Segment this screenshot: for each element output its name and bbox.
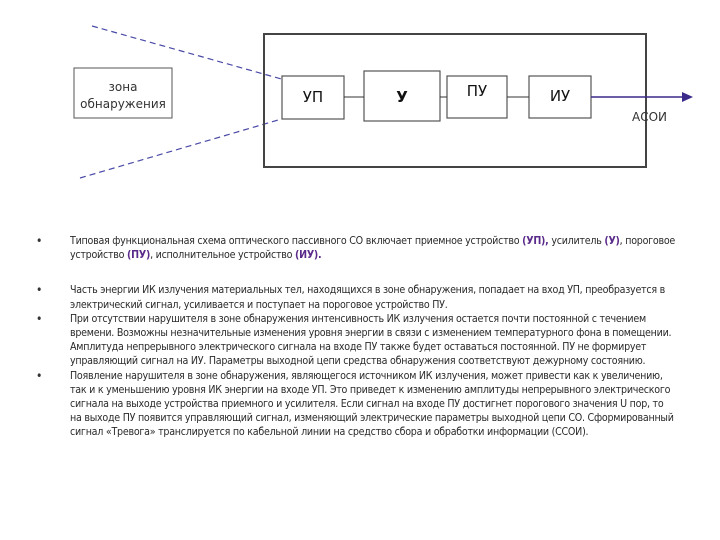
block-u-label: У [396, 88, 408, 106]
highlighted-term: (УП), [522, 235, 549, 247]
bullet-dot: • [36, 234, 43, 248]
output-arrow-head [682, 92, 693, 102]
text-run: , исполнительное устройство [150, 249, 295, 262]
bullet-item [36, 283, 676, 311]
bullet-dot: • [36, 368, 43, 383]
bullet-text [70, 313, 671, 368]
block-iu-label: ИУ [549, 87, 571, 105]
functional-diagram [0, 0, 720, 230]
highlighted-term: (У) [604, 235, 620, 247]
output-label: АСОИ [632, 110, 668, 124]
bullet-text [70, 284, 665, 310]
bullet-dot: • [36, 283, 43, 298]
bullet-item [36, 312, 676, 369]
bullet-dot: • [36, 311, 43, 326]
bullet-text [70, 235, 675, 261]
text-run: Часть энергии ИК излучения материальных тел, находящихся в зоне обнаружения, попадает на вход УП, преобразуется в электрический сигнал, усиливается и поступает на пороговое устройство ПУ. [70, 284, 665, 311]
zone-label [74, 79, 172, 113]
bullet-item [36, 369, 676, 440]
text-run: Появление нарушителя в зоне обнаружения, являющегося источником ИК излучения, может привести как к увеличению, так и к уменьшению уровня ИК энергии на входе УП. Это приведет к изменению амплитуды непрерывного электрического сигнала на выходе устройства приемного и усилителя. Если сигнал на входе ПУ достигнет порогового значения U пор, то на выходе ПУ появится управляющий сигнал, изменяющий электрические параметры выходной цепи СО. Сформированный сигнал «Тревога» транслируется по кабельной линии на средство сбора и обработки информации (ССОИ). [70, 369, 674, 439]
highlighted-term: (ИУ). [295, 249, 322, 262]
zone-lower-dashed-line [80, 118, 285, 178]
highlighted-term: (ПУ) [127, 249, 151, 262]
block-up-label: УП [302, 88, 324, 106]
bullet-item [36, 234, 676, 262]
text-run: , пороговое устройство [70, 235, 676, 262]
block-pu-label: ПУ [466, 82, 488, 100]
bullet-list [36, 234, 676, 440]
bullet-text [70, 370, 674, 439]
text-run: При отсутствии нарушителя в зоне обнаружения интенсивность ИК излучения остается почти постоянной с течением времени. Возможны незначительные изменения уровня энергии в связи с изменением температурного фона в помещении. Амплитуда непрерывного электрического сигнала на входе ПУ также будет оставаться постоянной. ПУ не формирует управляющий сигнал на ИУ. Параметры выходной цепи средства обнаружения соответствуют дежурному состоянию. [70, 312, 672, 368]
zone-label-line2: обнаружения [80, 97, 166, 111]
text-run: усилитель [548, 235, 605, 247]
text-run: Типовая функциональная схема оптического пассивного СО включает приемное устройство [70, 235, 523, 247]
zone-label-line1: зона [108, 80, 138, 94]
